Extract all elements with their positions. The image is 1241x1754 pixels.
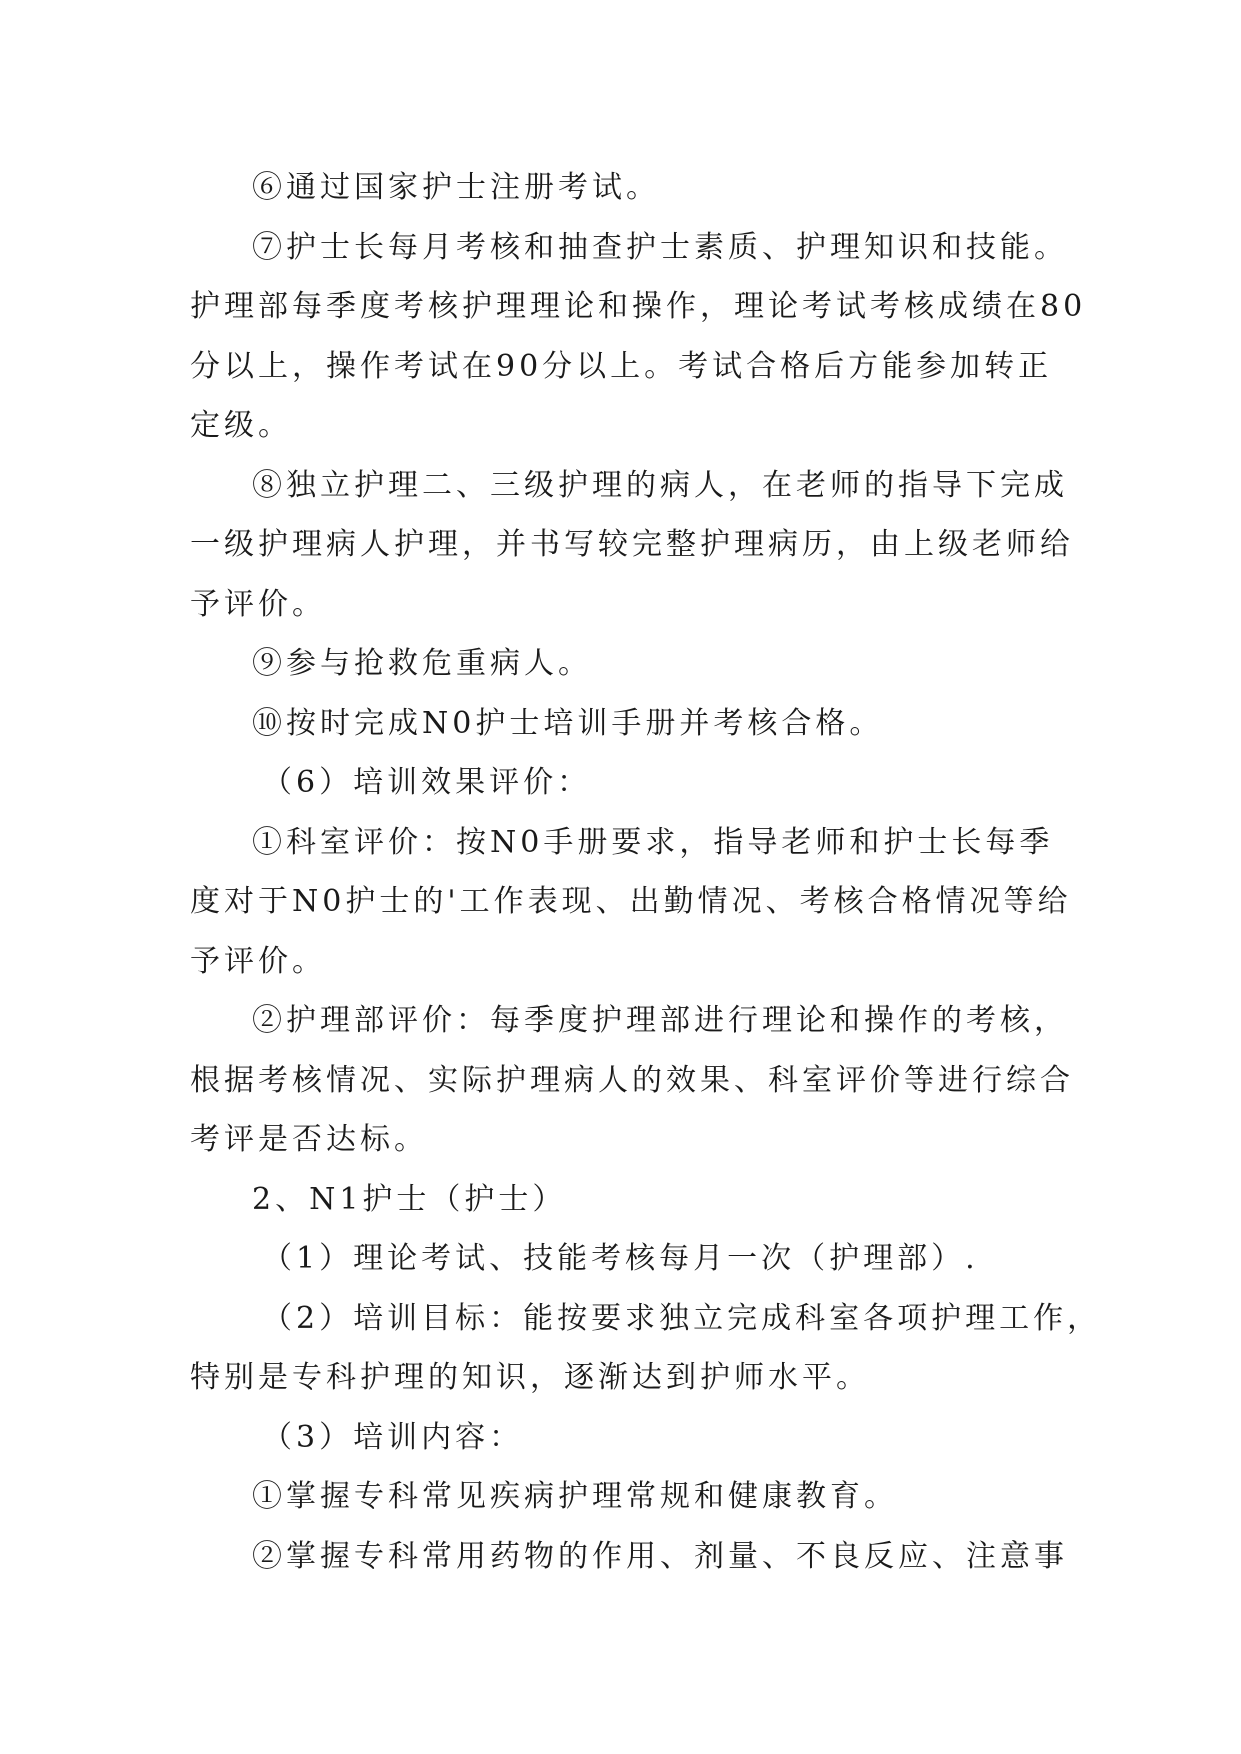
section-heading: （6）培训效果评价： bbox=[262, 765, 592, 800]
paragraph-line: 考评是否达标。 bbox=[190, 1122, 428, 1157]
list-item: ①掌握专科常见疾病护理常规和健康教育。 bbox=[252, 1479, 898, 1514]
paragraph-line: 分以上，操作考试在90分以上。考试合格后方能参加转正 bbox=[190, 348, 1053, 384]
list-item: （2）培训目标：能按要求独立完成科室各项护理工作， bbox=[262, 1300, 1102, 1336]
section-heading: （3）培训内容： bbox=[262, 1419, 524, 1455]
list-item: ⑨参与抢救危重病人。 bbox=[252, 646, 592, 681]
paragraph-line: 予评价。 bbox=[190, 943, 326, 979]
list-item: ②掌握专科常用药物的作用、剂量、不良反应、注意事 bbox=[252, 1538, 1068, 1574]
list-item: ⑩按时完成N0护士培训手册并考核合格。 bbox=[252, 705, 884, 741]
list-item: ⑧独立护理二、三级护理的病人，在老师的指导下完成 bbox=[252, 467, 1068, 503]
paragraph-line: 护理部每季度考核护理理论和操作，理论考试考核成绩在80 bbox=[190, 289, 1087, 324]
paragraph-line: 根据考核情况、实际护理病人的效果、科室评价等进行综合 bbox=[190, 1062, 1074, 1098]
paragraph-line: 予评价。 bbox=[190, 586, 326, 622]
document-body bbox=[190, 158, 1102, 1586]
paragraph-line: 度对于N0护士的'工作表现、出勤情况、考核合格情况等给 bbox=[190, 884, 1072, 919]
paragraph-line: 特别是专科护理的知识，逐渐达到护师水平。 bbox=[190, 1360, 870, 1395]
paragraph-line: 一级护理病人护理，并书写较完整护理病历，由上级老师给 bbox=[190, 527, 1074, 562]
list-item: （1）理论考试、技能考核每月一次（护理部）. bbox=[262, 1241, 979, 1276]
list-item: ⑥通过国家护士注册考试。 bbox=[252, 170, 660, 205]
list-item: ②护理部评价：每季度护理部进行理论和操作的考核， bbox=[252, 1003, 1068, 1038]
paragraph-line: 定级。 bbox=[190, 408, 292, 443]
list-item: ⑦护士长每月考核和抽查护士素质、护理知识和技能。 bbox=[252, 229, 1068, 265]
list-item: ①科室评价：按N0手册要求，指导老师和护士长每季 bbox=[252, 824, 1054, 860]
section-heading: 2、N1护士（护士） bbox=[252, 1181, 567, 1217]
